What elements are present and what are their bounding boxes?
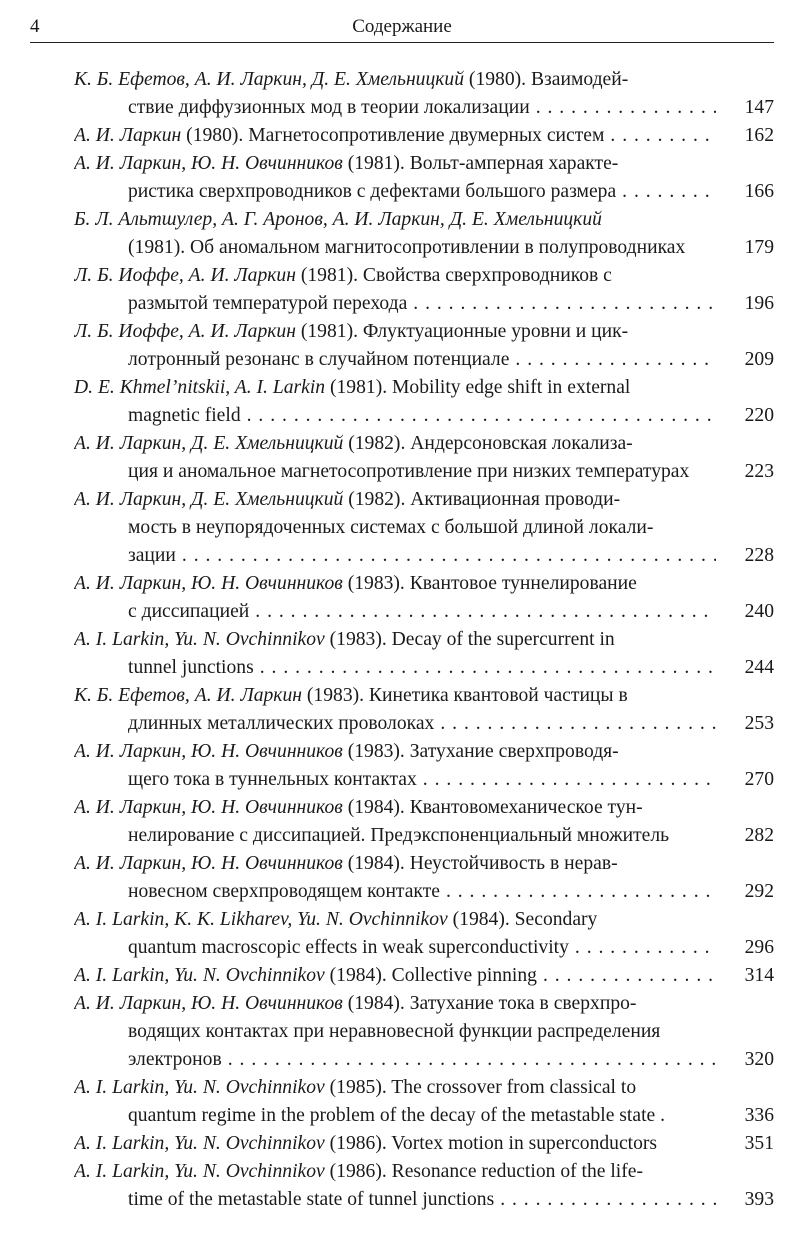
toc-entry <box>74 906 774 962</box>
toc-entry <box>74 626 774 682</box>
dot-leader <box>494 1186 716 1214</box>
dot-leader <box>254 654 716 682</box>
toc-title-continuation: time of the metastable state of tunnel junctions <box>128 1189 495 1210</box>
toc-authors: A. I. Larkin, K. K. Likharev, Yu. N. Ovchinnikov <box>74 909 448 930</box>
toc-page-number: 320 <box>744 1049 774 1070</box>
toc-title: (1980). Магнетосопротивление двумерных систем <box>181 125 605 146</box>
toc-entry <box>74 682 774 738</box>
toc-entry <box>74 486 774 570</box>
toc-title-continuation: ция и аномальное магнетосопротивление при низких температурах <box>128 461 690 482</box>
toc-page-number: 196 <box>744 293 774 314</box>
running-title: Содержание <box>352 16 452 37</box>
dot-leader <box>417 766 716 794</box>
toc-authors: А. И. Ларкин, Д. Е. Хмельницкий <box>74 433 344 454</box>
toc-title: (1983). Кинетика квантовой частицы в <box>302 685 628 706</box>
toc-title: (1981). Свойства сверхпроводников с <box>295 265 612 286</box>
toc-title-continuation: с диссипацией <box>128 601 250 622</box>
toc-title-continuation: электронов <box>128 1049 222 1070</box>
toc-title: (1984). Затухание тока в сверхпро- <box>342 993 637 1014</box>
toc-title-continuation: размытой температурой перехода <box>128 293 408 314</box>
dot-leader <box>530 94 716 122</box>
toc-entry <box>74 1074 774 1130</box>
toc-page-number: 162 <box>744 125 774 146</box>
toc-entry <box>74 850 774 906</box>
toc-authors: К. Б. Ефетов, А. И. Ларкин <box>74 685 302 706</box>
toc-authors: A. I. Larkin, Yu. N. Ovchinnikov <box>74 1161 325 1182</box>
toc-authors: А. И. Ларкин, Ю. Н. Овчинников <box>74 573 343 594</box>
toc-entry <box>74 962 774 990</box>
toc-title: (1982). Андерсоновская локализа- <box>343 433 633 454</box>
toc-entry <box>74 430 774 486</box>
toc-title: (1984). Secondary <box>447 909 598 930</box>
toc-title: (1986). Resonance reduction of the life- <box>324 1161 644 1182</box>
toc-page-number: 209 <box>744 349 774 370</box>
toc-title: (1984). Collective pinning <box>324 965 537 986</box>
toc-title: (1983). Квантовое туннелирование <box>342 573 637 594</box>
toc-entry <box>74 374 774 430</box>
toc-page-number: 282 <box>744 825 774 846</box>
toc-authors: А. И. Ларкин, Д. Е. Хмельницкий <box>74 489 344 510</box>
toc-title-continuation: quantum regime in the problem of the decay of the metastable state . <box>128 1105 666 1126</box>
toc-title-continuation: ристика сверхпроводников с дефектами большого размера <box>128 181 617 202</box>
toc-page-number: 147 <box>744 97 774 118</box>
dot-leader <box>604 122 716 150</box>
toc-title: (1982). Активационная проводи- <box>343 489 621 510</box>
toc-authors: А. И. Ларкин <box>74 125 182 146</box>
toc-entry <box>74 318 774 374</box>
dot-leader <box>176 542 716 570</box>
toc-authors: А. И. Ларкин, Ю. Н. Овчинников <box>74 853 343 874</box>
toc-title: (1983). Затухание сверхпроводя- <box>342 741 619 762</box>
toc-authors: А. И. Ларкин, Ю. Н. Овчинников <box>74 741 343 762</box>
toc-entry <box>74 1158 774 1214</box>
toc-title: (1984). Квантовомеханическое тун- <box>342 797 643 818</box>
toc-title-continuation: (1981). Об аномальном магнитосопротивлении в полупроводниках <box>128 237 686 258</box>
toc-page-number: 166 <box>744 181 774 202</box>
toc-title-continuation: щего тока в туннельных контактах <box>128 769 417 790</box>
toc-page-number: 351 <box>744 1133 774 1154</box>
toc-page-number: 179 <box>744 237 774 258</box>
toc-title: (1984). Неустойчивость в нерав- <box>342 853 618 874</box>
toc-title-continuation: magnetic field <box>128 405 241 426</box>
toc-entry <box>74 206 774 262</box>
toc-title-continuation: нелирование с диссипацией. Предэкспоненциальный множитель <box>128 825 670 846</box>
page-header <box>30 14 774 43</box>
toc-page-number: 270 <box>744 769 774 790</box>
toc-entry <box>74 990 774 1074</box>
dot-leader <box>440 878 716 906</box>
toc-title: (1980). Взаимодей- <box>464 69 629 90</box>
toc-entry <box>74 738 774 794</box>
toc-title-continuation: зации <box>128 545 176 566</box>
toc-page-number: 292 <box>744 881 774 902</box>
toc-page-number: 336 <box>744 1105 774 1126</box>
toc-title: (1981). Вольт-амперная характе- <box>342 153 619 174</box>
dot-leader <box>222 1046 716 1074</box>
toc-authors: К. Б. Ефетов, А. И. Ларкин, Д. Е. Хмельницкий <box>74 69 465 90</box>
toc-authors: А. И. Ларкин, Ю. Н. Овчинников <box>74 797 343 818</box>
toc-authors: А. И. Ларкин, Ю. Н. Овчинников <box>74 153 343 174</box>
toc-title-continuation: длинных металлических проволоках <box>128 713 435 734</box>
toc-entry <box>74 570 774 626</box>
dot-leader <box>616 178 716 206</box>
toc-title: (1986). Vortex motion in superconductors <box>324 1133 658 1154</box>
dot-leader <box>434 710 716 738</box>
toc-authors: A. I. Larkin, Yu. N. Ovchinnikov <box>74 1133 325 1154</box>
toc-entry <box>74 66 774 122</box>
toc-entry <box>74 1130 774 1158</box>
toc-authors: A. I. Larkin, Yu. N. Ovchinnikov <box>74 1077 325 1098</box>
toc-title-continuation: новесном сверхпроводящем контакте <box>128 881 440 902</box>
toc-title-continuation: ствие диффузионных мод в теории локализации <box>128 97 530 118</box>
toc-page-number: 296 <box>744 937 774 958</box>
toc-entry <box>74 150 774 206</box>
toc-authors: A. I. Larkin, Yu. N. Ovchinnikov <box>74 965 325 986</box>
dot-leader <box>569 934 716 962</box>
toc-authors: Л. Б. Иоффе, А. И. Ларкин <box>74 321 296 342</box>
toc-authors: Л. Б. Иоффе, А. И. Ларкин <box>74 265 296 286</box>
toc-entry <box>74 122 774 150</box>
toc-page-number: 228 <box>744 545 774 566</box>
toc-title: (1985). The crossover from classical to <box>324 1077 637 1098</box>
dot-leader <box>249 598 716 626</box>
toc-title-continuation: водящих контактах при неравновесной функции распределения <box>128 1021 661 1042</box>
toc-entry <box>74 262 774 318</box>
dot-leader <box>407 290 716 318</box>
dot-leader <box>537 962 716 990</box>
toc-authors: А. И. Ларкин, Ю. Н. Овчинников <box>74 993 343 1014</box>
dot-leader <box>241 402 716 430</box>
toc-page-number: 223 <box>744 461 774 482</box>
toc-authors: D. E. Khmel’nitskii, A. I. Larkin <box>74 377 326 398</box>
toc-title: (1981). Флуктуационные уровни и цик- <box>295 321 629 342</box>
toc-page-number: 240 <box>744 601 774 622</box>
toc-title-continuation: мость в неупорядоченных системах с большой длиной локали- <box>128 517 654 538</box>
toc-title: (1981). Mobility edge shift in external <box>325 377 631 398</box>
toc-page-number: 393 <box>744 1189 774 1210</box>
toc-page-number: 244 <box>744 657 774 678</box>
page-number: 4 <box>30 16 40 37</box>
toc-entry <box>74 794 774 850</box>
table-of-contents <box>74 66 774 1214</box>
toc-authors: A. I. Larkin, Yu. N. Ovchinnikov <box>74 629 325 650</box>
toc-title-continuation: tunnel junctions <box>128 657 254 678</box>
toc-authors: Б. Л. Альтшулер, А. Г. Аронов, А. И. Ларкин, Д. Е. Хмельницкий <box>74 209 602 230</box>
toc-title-continuation: quantum macroscopic effects in weak superconductivity <box>128 937 569 958</box>
toc-title-continuation: лотронный резонанс в случайном потенциале <box>128 349 510 370</box>
toc-page-number: 253 <box>744 713 774 734</box>
toc-page-number: 314 <box>744 965 774 986</box>
dot-leader <box>509 346 716 374</box>
toc-page-number: 220 <box>744 405 774 426</box>
toc-title: (1983). Decay of the supercurrent in <box>324 629 615 650</box>
